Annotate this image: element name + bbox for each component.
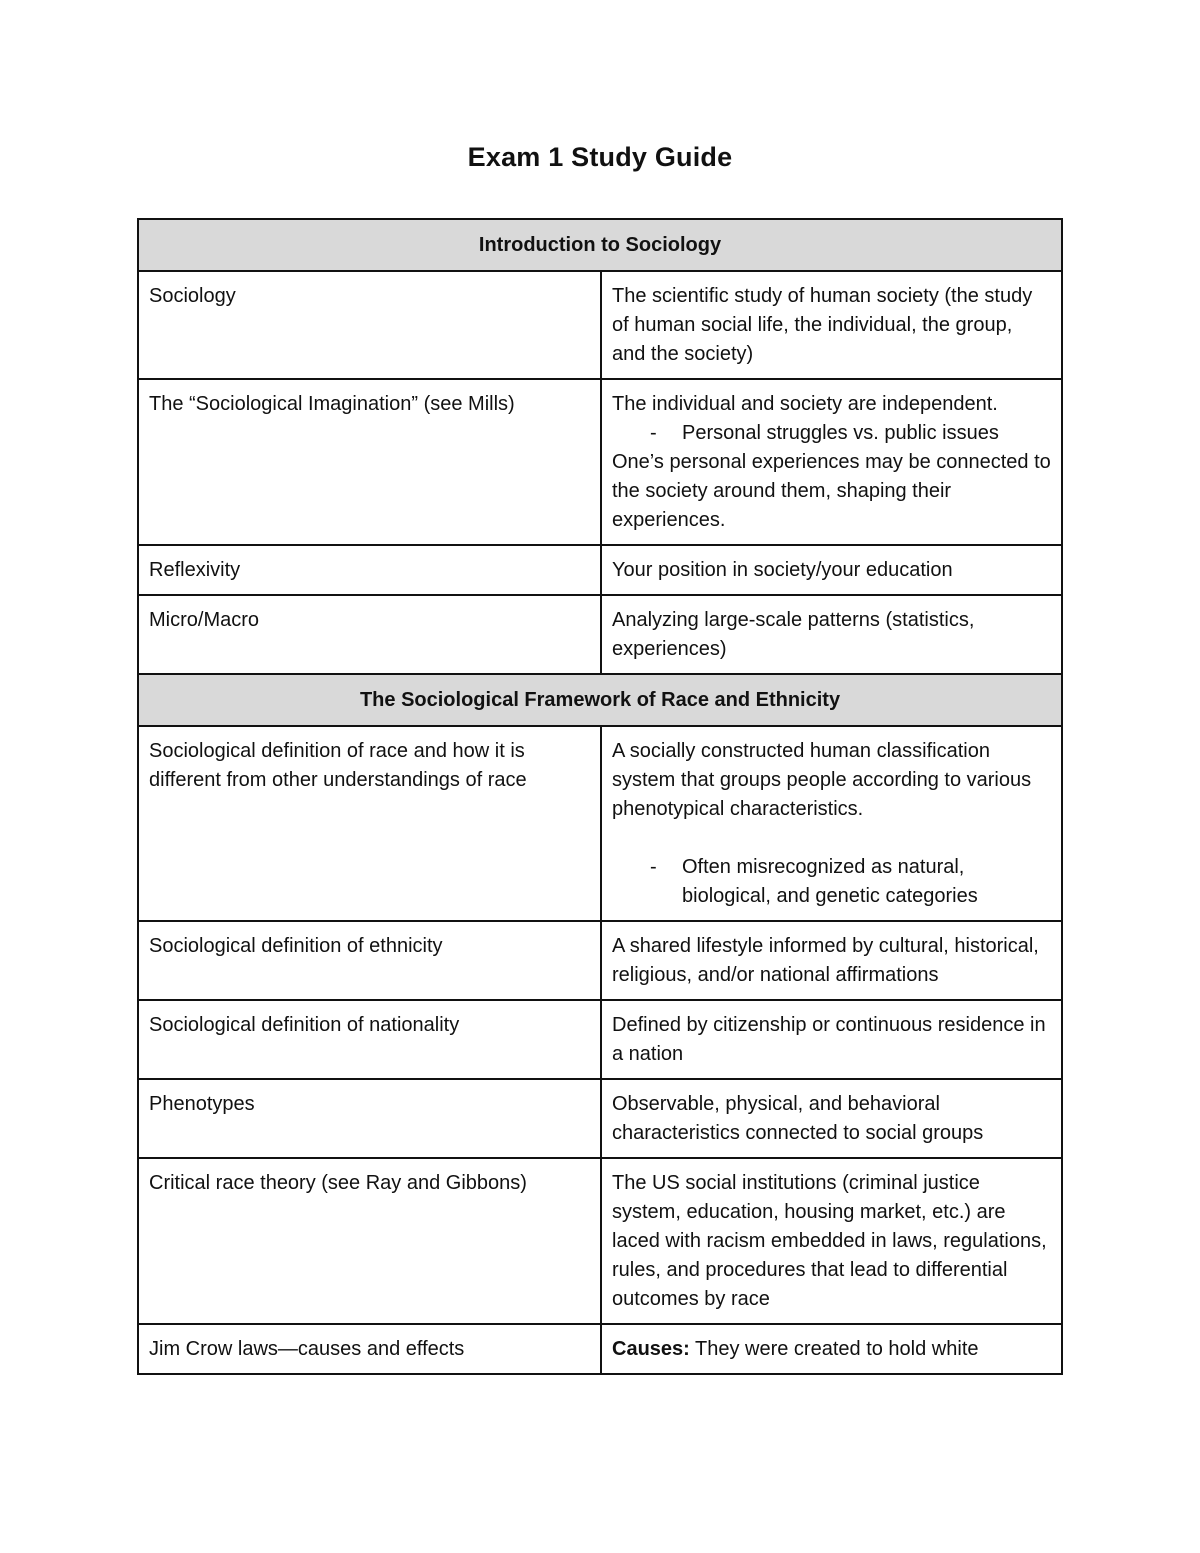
table-row (138, 1079, 1062, 1158)
term-cell: The “Sociological Imagination” (see Mills) (138, 379, 601, 545)
table-row (138, 1000, 1062, 1079)
definition-text: The individual and society are independent. (612, 393, 998, 415)
definition-cell (601, 726, 1062, 921)
term-cell: Sociological definition of race and how it is different from other understandings of race (138, 726, 601, 921)
section-header-row (138, 674, 1062, 726)
study-guide-table (137, 218, 1063, 1375)
term-cell: Sociological definition of nationality (138, 1000, 601, 1079)
bullet-dash: - (650, 422, 657, 444)
term-cell: Phenotypes (138, 1079, 601, 1158)
table-row (138, 271, 1062, 379)
table-row (138, 1158, 1062, 1324)
table-row (138, 726, 1062, 921)
definition-extra-text: One’s personal experiences may be connected to the society around them, shaping their experiences. (612, 451, 1051, 531)
term-cell: Sociological definition of ethnicity (138, 921, 601, 1000)
bullet-text: Personal struggles vs. public issues (682, 422, 999, 444)
definition-cell: The scientific study of human society (the study of human social life, the individual, the group, and the society) (601, 271, 1062, 379)
table-row (138, 595, 1062, 674)
definition-cell (601, 1324, 1062, 1374)
definition-cell: Analyzing large-scale patterns (statistics, experiences) (601, 595, 1062, 674)
section-heading: The Sociological Framework of Race and Ethnicity (138, 674, 1062, 726)
table-row (138, 545, 1062, 595)
bullet-text: Often misrecognized as natural, biological, and genetic categories (682, 856, 978, 907)
definition-cell: A shared lifestyle informed by cultural, historical, religious, and/or national affirmations (601, 921, 1062, 1000)
definition-cell: Your position in society/your education (601, 545, 1062, 595)
bullet-dash: - (650, 856, 657, 878)
spacer (612, 824, 1051, 853)
definition-cell: Observable, physical, and behavioral characteristics connected to social groups (601, 1079, 1062, 1158)
definition-lead: Causes: (612, 1338, 690, 1360)
term-cell: Reflexivity (138, 545, 601, 595)
table-row (138, 921, 1062, 1000)
definition-text: They were created to hold white (689, 1338, 979, 1360)
term-cell: Jim Crow laws—causes and effects (138, 1324, 601, 1374)
section-header-row (138, 219, 1062, 271)
bullet-item (612, 419, 1051, 448)
bullet-item (612, 853, 1051, 911)
section-heading: Introduction to Sociology (138, 219, 1062, 271)
term-cell: Critical race theory (see Ray and Gibbons) (138, 1158, 601, 1324)
definition-cell (601, 379, 1062, 545)
term-cell: Micro/Macro (138, 595, 601, 674)
definition-cell: The US social institutions (criminal justice system, education, housing market, etc.) are laced with racism embedded in laws, regulations, rules, and procedures that lead to differential outcomes by race (601, 1158, 1062, 1324)
definition-text: A socially constructed human classification system that groups people according to various phenotypical characteristics. (612, 740, 1032, 820)
definition-cell: Defined by citizenship or continuous residence in a nation (601, 1000, 1062, 1079)
table-row (138, 1324, 1062, 1374)
table-row (138, 379, 1062, 545)
page-title: Exam 1 Study Guide (467, 142, 733, 172)
term-cell: Sociology (138, 271, 601, 379)
